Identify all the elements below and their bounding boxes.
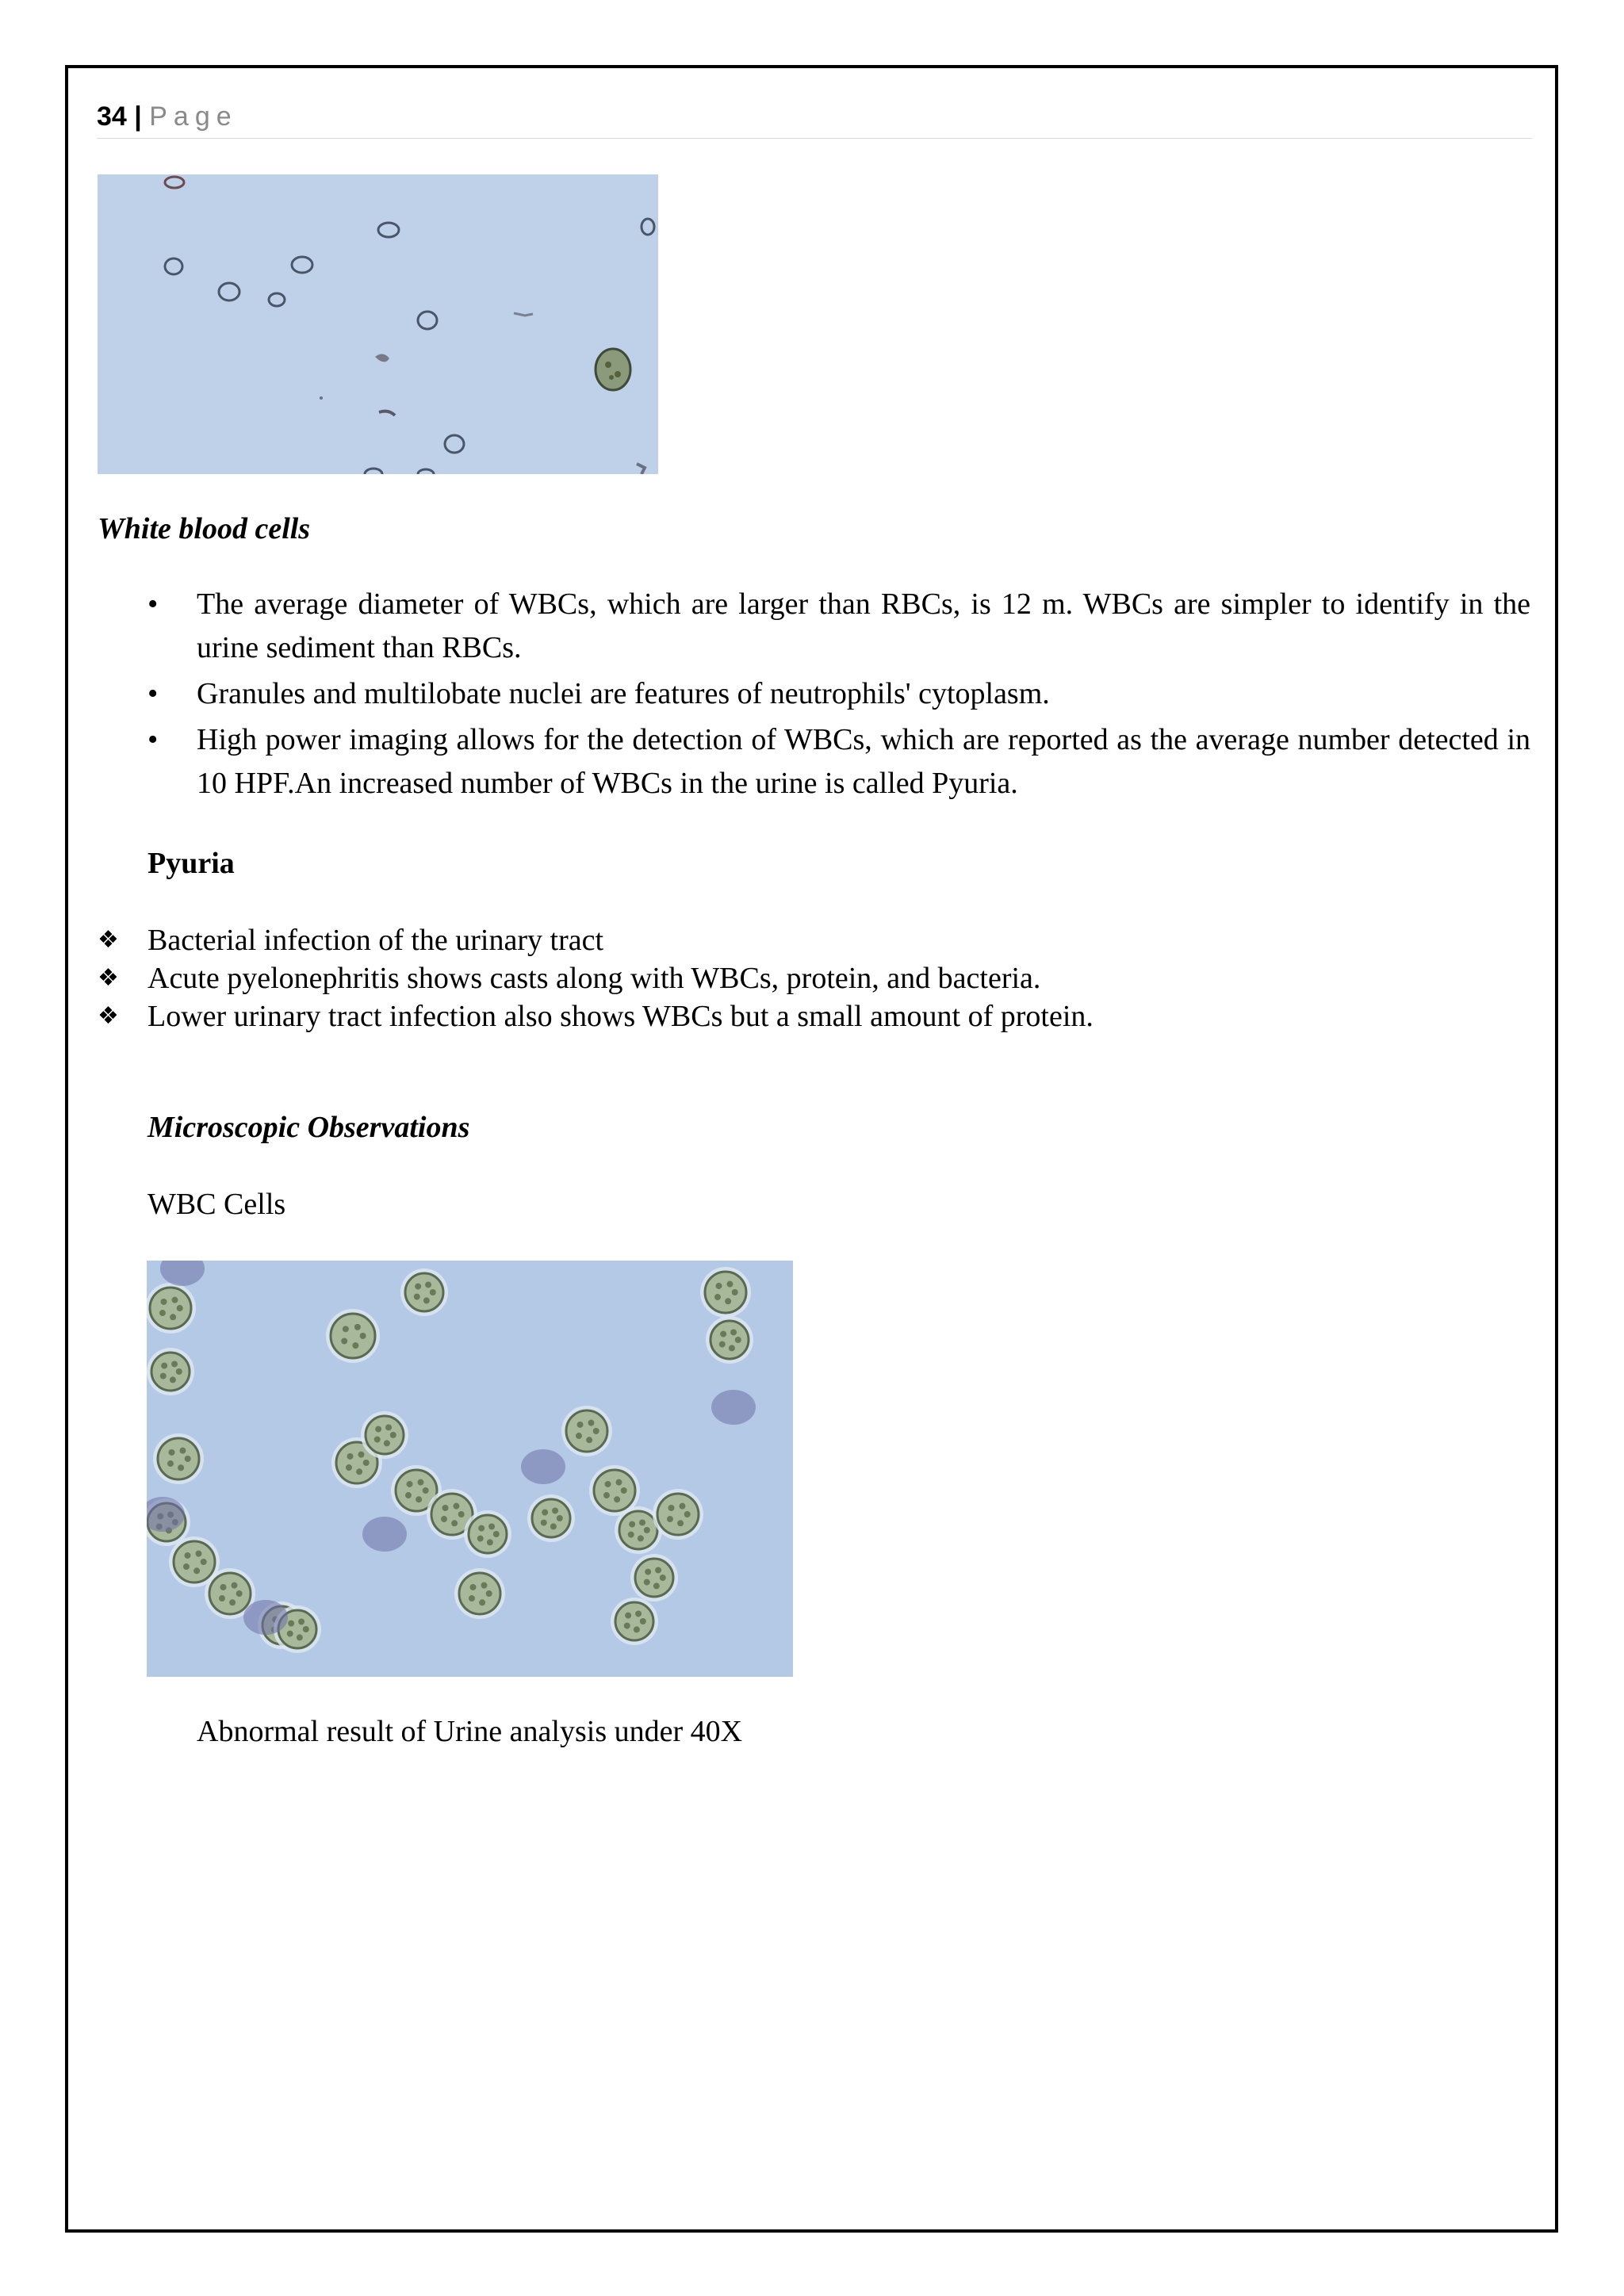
pyuria-heading: Pyuria [147,847,235,880]
bullet-text: High power imaging allows for the detection of WBCs, which are reported as the average number detected in 10 HPF.An increased number of WBCs in the urine is called Pyuria. [197,723,1530,800]
wbc-cells-label: WBC Cells [147,1188,286,1221]
list-item [147,718,1530,806]
bullet-icon: • [147,677,159,710]
item-text: Lower urinary tract infection also shows WBCs but a small amount of protein. [147,1000,1094,1033]
list-item [98,959,1094,997]
wbc-bullet-list [147,583,1530,808]
bullet-icon: • [147,723,159,756]
diamond-bullet-icon: ❖ [98,926,119,954]
list-item [98,921,1094,959]
page-label: Page [149,101,238,132]
page-number: 34 [97,101,127,132]
item-text: Bacterial infection of the urinary tract [147,924,604,957]
figure-caption: Abnormal result of Urine analysis under 40X [197,1715,743,1748]
page-header [97,98,1532,139]
pyuria-list [98,921,1094,1035]
list-item [147,583,1530,670]
diamond-bullet-icon: ❖ [98,964,119,992]
bullet-text: Granules and multilobate nuclei are features of neutrophils' cytoplasm. [197,677,1050,710]
bullet-text: The average diameter of WBCs, which are larger than RBCs, is 12 m. WBCs are simpler to identify in the urine sediment than RBCs. [197,587,1530,664]
microscopic-observations-heading: Microscopic Observations [147,1111,470,1144]
diamond-bullet-icon: ❖ [98,1002,119,1030]
bullet-icon: • [147,587,159,621]
rbc-micrograph [98,174,658,474]
list-item [147,672,1530,716]
white-blood-cells-heading: White blood cells [98,512,311,545]
item-text: Acute pyelonephritis shows casts along with WBCs, protein, and bacteria. [147,962,1041,995]
wbc-micrograph [147,1261,793,1677]
header-separator: | [134,101,142,132]
list-item [98,997,1094,1035]
